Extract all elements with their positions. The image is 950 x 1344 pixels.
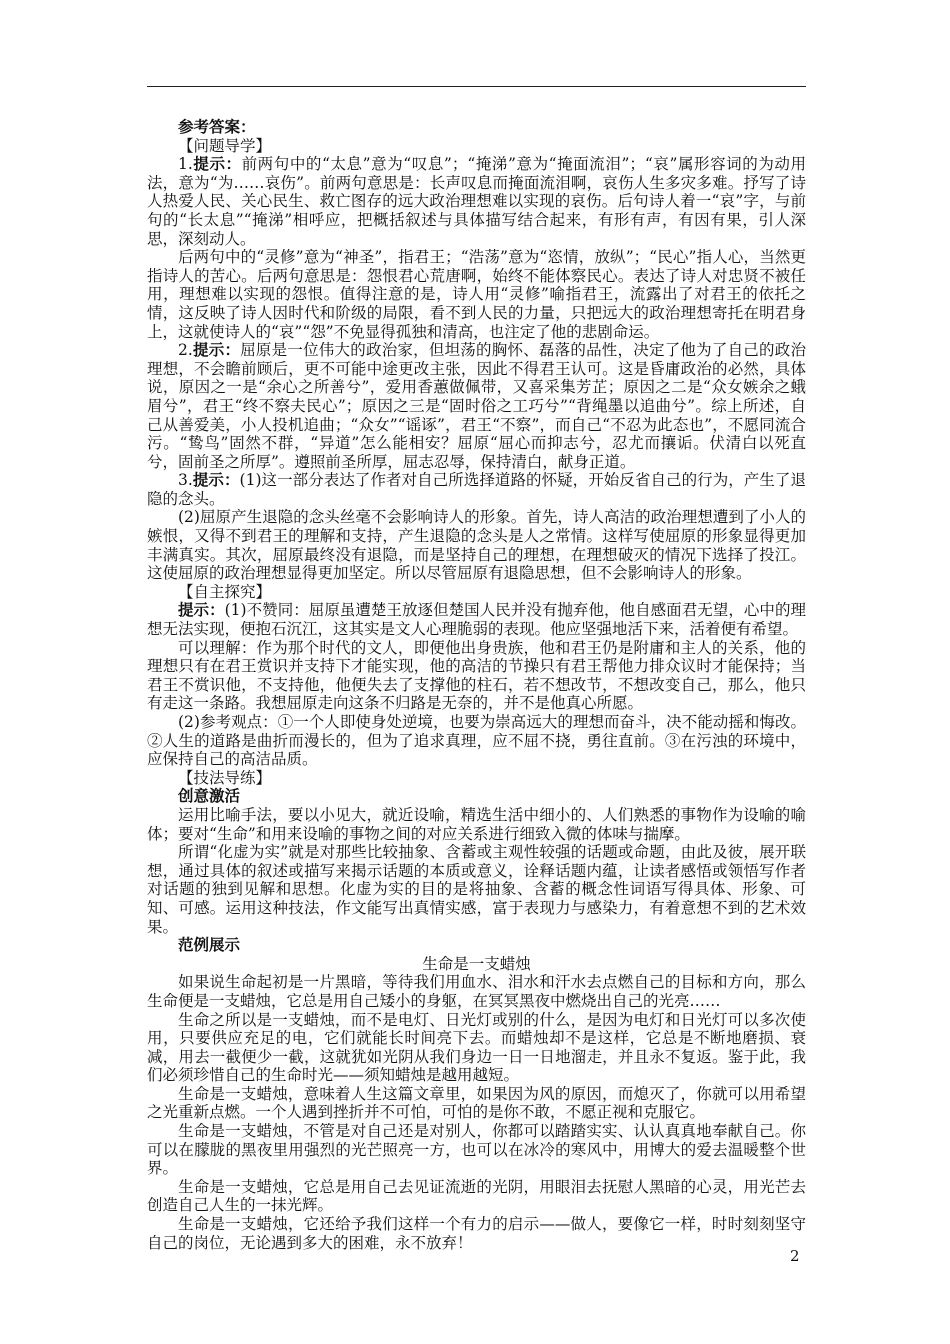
section-heading-wenti: 【问题导学】 (178, 136, 272, 155)
paragraph: 2.提示：屈原是一位伟大的政治家，但坦荡的胸怀、磊落的品性，决定了他为了自己的政治理想，不会瞻前顾后，更不可能中途更改主张，因此不得君王认可。这是昏庸政治的必然，具体说，原因之一是“余心之所善兮”，爱用香蕙做佩带，又喜采集芳芷；原因之二是“众女嫉余之蛾眉兮”，君王“终不察夫民心”；原因之三是“固时俗之工巧兮”“背绳墨以追曲兮”。综上所述，自己从善爱美，小人投机追曲；“众女”“谣诼”，君王“不察”，而自己“不忍为此态也”，不愿同流合污。“鸷鸟”固然不群，“异道”怎么能相安？屈原“屈心而抑志兮，忍尤而攘诟。伏清白以死直兮，固前圣之所厚”。遵照前圣所厚，屈志忍辱，保持清白，献身正道。 (147, 340, 806, 471)
paragraph: 可以理解：作为那个时代的文人，即便他出身贵族，他和君王仍是附庸和主人的关系，他的理想只有在君王赏识并支持下才能实现，他的高洁的节操只有君王帮他力排众议时才能保持；当君王不赏识他，不支持他，他便失去了支撑他的柱石，若不想改节，不想改变自己，那么，他只有走这一条路。我想屈原走向这条不归路是无奈的，并不是他真心所愿。 (147, 638, 806, 713)
hint-label: 提示： (178, 600, 225, 620)
document-body (147, 118, 806, 1252)
answer-heading: 参考答案： (178, 117, 256, 136)
paragraph: 生命是一支蜡烛，它还给予我们这样一个有力的启示——做人，要像它一样，时时刻刻坚守自己的岗位，无论遇到多大的困难，永不放弃！ (147, 1215, 806, 1252)
page-number: 2 (790, 1247, 800, 1265)
paragraph: 生命是一支蜡烛，它总是用自己去见证流逝的光阴，用眼泪去抚慰人黑暗的心灵，用光芒去创造自己人生的一抹光辉。 (147, 1177, 806, 1215)
paragraph: 生命是一支蜡烛，不管是对自己还是对别人，你都可以踏踏实实、认认真真地奉献自己。你可以在朦胧的黑夜里用强烈的光芒照亮一方，也可以在冰冷的寒风中，用博大的爱去温暖整个世界。 (147, 1122, 806, 1178)
hint-label: 提示： (192, 154, 242, 174)
paragraph: 所谓“化虚为实”就是对那些比较抽象、含蓄或主观性较强的话题或命题，由此及彼，展开联想，通过具体的叙述或描写来揭示话题的本质或意义，诠释话题内蕴，让读者感悟或领悟写作者对话题的独到见解和思想。化虚为实的目的是将抽象、含蓄的概念性词语写得具体、形象、可知、可感。运用这种技法，作文能写出真情实感，富于表现力与感染力，有着意想不到的艺术效果。 (147, 843, 806, 936)
paragraph: 后两句中的“灵修”意为“神圣”，指君王；“浩荡”意为“恣情，放纵”；“民心”指人心，当然更指诗人的苦心。后两句意思是：怨恨君心荒唐啊，始终不能体察民心。表达了诗人对忠贤不被任用，理想难以实现的怨恨。值得注意的是，诗人用“灵修”喻指君王，流露出了对君王的依托之情，这反映了诗人因时代和阶级的局限，看不到人民的力量，只把远大的政治理想寄托在明君身上，这就使诗人的“哀”“怨”不免显得孤独和清高，也注定了他的悲剧命运。 (147, 248, 806, 341)
paragraph: (2)参考观点：①一个人即使身处逆境，也要为崇高远大的理想而奋斗，决不能动摇和悔改。②人生的道路是曲折而漫长的，但为了追求真理，应不屈不挠，勇往直前。③在污浊的环境中，应保持自己的高洁品质。 (147, 713, 806, 769)
section-heading-zizhu: 【自主探究】 (178, 582, 272, 601)
hint-label: 提示： (192, 340, 241, 360)
paragraph: 如果说生命起初是一片黑暗，等待我们用血水、泪水和汗水去点燃自己的目标和方向，那么生命便是一支蜡烛，它总是用自己矮小的身躯，在冥冥黑夜中燃烧出自己的光亮…… (147, 973, 806, 1010)
subheading-chuangyi: 创意激活 (178, 786, 241, 806)
paragraph: 1.提示：前两句中的“太息”意为“叹息”；“掩涕”意为“掩面流泪”；“哀”属形容词的为动用法，意为“为……哀伤”。前两句意思是：长声叹息而掩面流泪啊，哀伤人生多灾多难。抒写了诗人热爱人民、关心民生、救亡图存的远大政治理想难以实现的哀伤。后句诗人着一“哀”字，与前句的“长太息”“掩涕”相呼应，把概括叙述与具体描写结合起来，有形有声，有因有果，引人深思，深刻动人。 (147, 154, 806, 248)
section-heading-jifa: 【技法导练】 (178, 768, 272, 787)
paragraph: 提示：(1)不赞同：屈原虽遭楚王放逐但楚国人民并没有抛弃他，他自感面君无望，心中的理想无法实现，便抱石沉江，这其实是文人心理脆弱的表现。他应坚强地活下来，活着便有希望。 (147, 600, 806, 639)
paragraph: 运用比喻手法，要以小见大，就近设喻，精选生活中细小的、人们熟悉的事物作为设喻的喻体；要对“生命”和用来设喻的事物之间的对应关系进行细致入微的体味与揣摩。 (147, 805, 806, 843)
header-rule (147, 86, 806, 87)
question-number: 1. (178, 155, 193, 174)
subheading-fanli: 范例展示 (178, 935, 241, 955)
essay-title: 生命是一支蜡烛 (422, 954, 531, 973)
paragraph: (2)屈原产生退隐的念头丝毫不会影响诗人的形象。首先，诗人高洁的政治理想遭到了小人的嫉恨，又得不到君王的理解和支持，产生退隐的念头是人之常情。这样写使屈原的形象显得更加丰满真实。其次，屈原最终没有退隐，而是坚持自己的理想，在理想破灭的情况下选择了投江。这使屈原的政治理想显得更加坚定。所以尽管屈原有退隐思想，但不会影响诗人的形象。 (147, 508, 806, 583)
paragraph: 生命是一支蜡烛，意味着人生这篇文章里，如果因为风的原因，而熄灭了，你就可以用希望之光重新点燃。一个人遇到挫折并不可怕，可怕的是你不敢，不愿正视和克服它。 (147, 1084, 806, 1122)
question-number: 3. (178, 471, 193, 490)
hint-label: 提示： (192, 470, 240, 490)
paragraph: 3.提示：(1)这一部分表达了作者对自己所选择道路的怀疑，开始反省自己的行为，产生了退隐的念头。 (147, 470, 806, 508)
question-number: 2. (178, 341, 193, 360)
paragraph: 生命之所以是一支蜡烛，而不是电灯、日光灯或别的什么，是因为电灯和日光灯可以多次使用，只要供应充足的电，它们就能长时间亮下去。而蜡烛却不是这样，它总是不断地磨损、衰减，用去一截便少一截，这就犹如光阴从我们身边一日一日地溜走，并且永不复返。鉴于此，我们必须珍惜自己的生命时光——须知蜡烛是越用越短。 (147, 1010, 806, 1085)
